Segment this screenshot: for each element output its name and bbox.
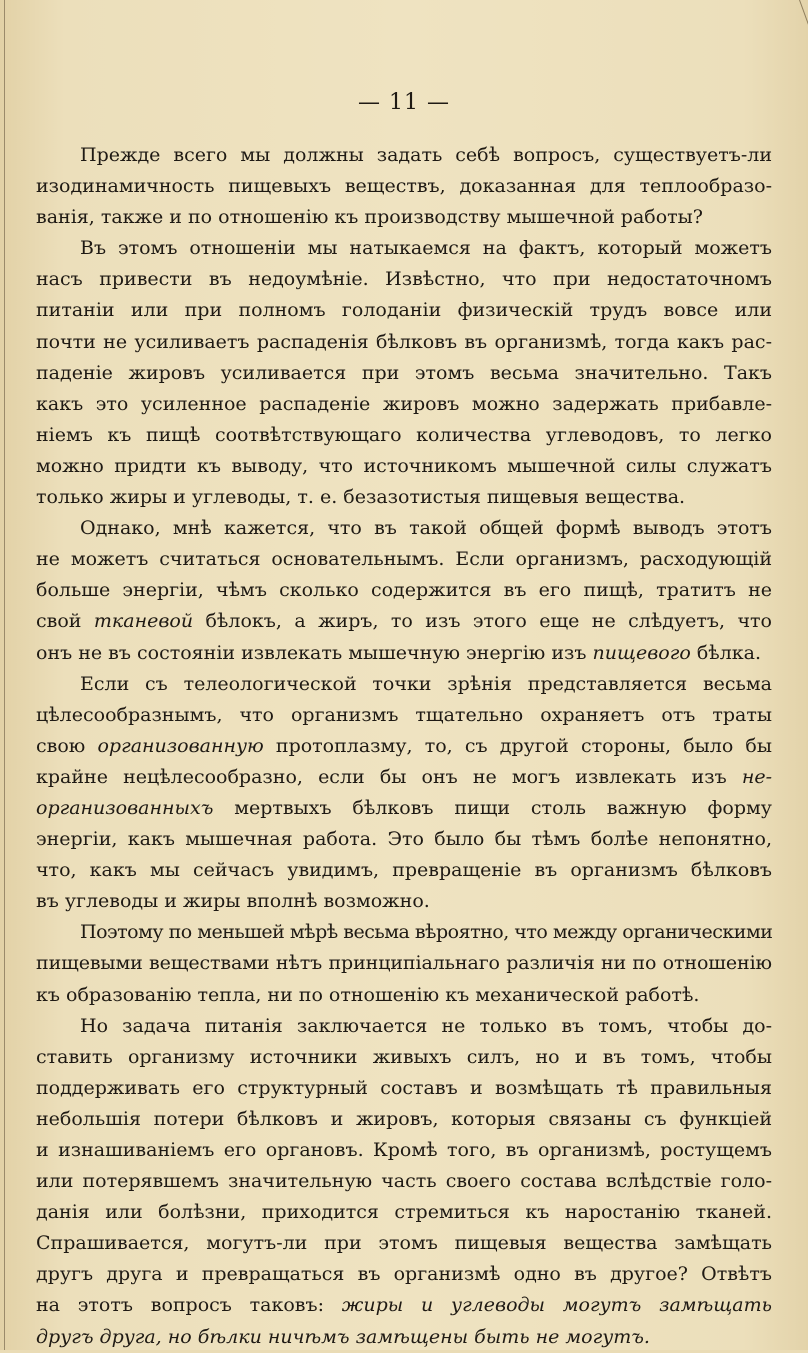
text-line xyxy=(36,948,772,979)
text-line xyxy=(36,1322,772,1353)
text-run: не можетъ считаться основательнымъ. Если организмъ, расходующій xyxy=(36,548,772,571)
text-line xyxy=(36,544,772,575)
text-run: какъ это усиленное распаденіе жировъ можно задержать прибавле- xyxy=(36,392,772,415)
text-line xyxy=(36,1228,772,1259)
text-run: свой xyxy=(36,610,94,633)
text-run: протоплазму, то, съ другой стороны, было бы xyxy=(263,734,772,757)
text-run: или потерявшемъ значительную часть своего состава вслѣдствіе голо- xyxy=(36,1170,772,1193)
text-run: мертвыхъ бѣлковъ пищи столь важную форму xyxy=(213,796,772,819)
text-run: больше энергіи, чѣмъ сколько содержится въ его пищѣ, тратитъ не xyxy=(36,579,772,602)
text-line-content xyxy=(36,451,772,482)
text-line-content xyxy=(80,669,772,700)
text-line-content xyxy=(36,824,772,855)
italic-run: организованную xyxy=(97,734,264,757)
text-line xyxy=(36,1042,772,1073)
text-line xyxy=(36,1135,772,1166)
italic-run: организованныхъ xyxy=(36,796,214,819)
text-run: насъ привести въ недоумѣніе. Извѣстно, что при недостаточномъ xyxy=(36,268,772,291)
text-run: только жиры и углеводы, т. е. безазотистыя пищевыя вещества. xyxy=(36,486,686,509)
text-line-content xyxy=(36,264,772,295)
text-run: бѣлокъ, а жиръ, то изъ этого еще не слѣдуетъ, что xyxy=(193,610,772,633)
text-line-content xyxy=(36,327,772,358)
italic-run: жиры и углеводы могутъ замѣщать xyxy=(341,1294,772,1317)
italic-run: другъ друга, но бѣлки ничѣмъ замѣщены быть не могутъ. xyxy=(36,1325,650,1348)
text-line xyxy=(36,358,772,389)
text-line-content xyxy=(36,948,772,979)
text-run: почти не усиливаетъ распаденія бѣлковъ въ организмѣ, тогда какъ рас- xyxy=(36,330,772,353)
text-run: и изнашиваніемъ его органовъ. Кромѣ того, въ организмѣ, ростущемъ xyxy=(36,1139,772,1161)
text-line-content xyxy=(36,1135,772,1166)
text-run: другъ друга и превращаться въ организмѣ одно въ другое? Отвѣтъ xyxy=(36,1263,772,1286)
text-line xyxy=(36,731,772,762)
text-line xyxy=(36,327,772,358)
italic-run: не- xyxy=(741,765,772,788)
text-line-content xyxy=(36,389,772,420)
text-line-content xyxy=(36,886,772,917)
text-line-content xyxy=(36,1197,772,1228)
text-line-content xyxy=(36,793,772,824)
text-line xyxy=(36,917,772,948)
text-line xyxy=(36,824,772,855)
text-run: данія или болѣзни, приходится стремиться къ наростанію тканей. xyxy=(36,1201,772,1224)
text-run: цѣлесообразнымъ, что организмъ тщательно охраняетъ отъ траты xyxy=(36,703,772,726)
text-line-content xyxy=(80,140,772,171)
text-line xyxy=(36,606,772,637)
text-line xyxy=(36,855,772,886)
text-line xyxy=(36,140,772,171)
text-line-content xyxy=(36,575,772,606)
text-line-content xyxy=(36,1073,772,1104)
text-line xyxy=(36,1166,772,1197)
text-run: паденіе жировъ усиливается при этомъ весьма значительно. Такъ xyxy=(36,361,772,384)
text-run: что, какъ мы сейчасъ увидимъ, превращеніе въ организмъ бѣлковъ xyxy=(36,859,772,882)
text-run: свою xyxy=(36,734,98,757)
text-line-content xyxy=(80,1011,772,1042)
text-run: питаніи или при полномъ голоданіи физическій трудъ вовсе или xyxy=(36,299,772,322)
text-run: Поэтому по меньшей мѣрѣ весьма вѣроятно, что между органическими xyxy=(80,921,772,944)
text-run: въ углеводы и жиры вполнѣ возможно. xyxy=(36,890,430,913)
text-run: ванія, также и по отношенію къ производству мышечной работы? xyxy=(36,206,703,229)
text-line xyxy=(36,700,772,731)
text-line xyxy=(36,575,772,606)
text-line xyxy=(36,264,772,295)
text-line xyxy=(36,451,772,482)
text-line-content xyxy=(36,731,772,762)
text-line xyxy=(36,638,772,669)
body-text xyxy=(36,140,772,1353)
text-line-content xyxy=(36,358,772,389)
text-line-content xyxy=(36,980,772,1011)
text-run: Однако, мнѣ кажется, что въ такой общей формѣ выводъ этотъ xyxy=(80,517,772,540)
text-run: энергіи, какъ мышечная работа. Это было бы тѣмъ болѣе непонятно, xyxy=(36,828,772,851)
text-run: изодинамичность пищевыхъ веществъ, доказанная для теплообразо- xyxy=(36,175,772,198)
text-line xyxy=(36,1197,772,1228)
page-left-edge xyxy=(4,0,5,1350)
text-run: крайне нецѣлесообразно, если бы онъ не могъ извлекать изъ xyxy=(36,765,742,788)
text-run: поддерживать его структурный составъ и возмѣщать тѣ правильныя xyxy=(36,1076,772,1099)
text-line-content xyxy=(36,1166,772,1197)
text-line-content xyxy=(36,855,772,886)
text-line-content xyxy=(36,295,772,326)
text-run: на этотъ вопросъ таковъ: xyxy=(36,1294,342,1317)
text-run: Спрашивается, могутъ-ли при этомъ пищевыя вещества замѣщать xyxy=(36,1232,772,1255)
text-line xyxy=(36,980,772,1011)
text-line-content xyxy=(36,1290,772,1321)
text-line-content xyxy=(80,233,772,264)
text-line-content xyxy=(36,1322,772,1353)
text-line-content xyxy=(36,1042,772,1073)
text-run: Если съ телеологической точки зрѣнія представляется весьма xyxy=(80,672,772,695)
text-run: небольшія потери бѣлковъ и жировъ, которыя связаны съ функціей xyxy=(36,1107,772,1130)
text-line-content xyxy=(80,917,772,948)
text-line-content xyxy=(36,700,772,731)
text-run: Прежде всего мы должны задать себѣ вопросъ, существуетъ-ли xyxy=(80,144,772,166)
text-line xyxy=(36,513,772,544)
text-line xyxy=(36,793,772,824)
text-run: онъ не въ состояніи извлекать мышечную энергію изъ xyxy=(36,641,593,664)
text-line-content xyxy=(36,762,772,793)
text-line xyxy=(36,1104,772,1135)
text-run: ставить организму источники живыхъ силъ, но и въ томъ, чтобы xyxy=(36,1045,772,1068)
text-line-content xyxy=(36,171,772,202)
text-line xyxy=(36,420,772,451)
text-line xyxy=(36,886,772,917)
italic-run: пищевого xyxy=(592,641,691,664)
text-run: Въ этомъ отношеніи мы натыкаемся на фактъ, который можетъ xyxy=(80,237,772,260)
text-line xyxy=(36,389,772,420)
text-line-content xyxy=(36,544,772,575)
text-run: ніемъ къ пищѣ соотвѣтствующаго количества углеводовъ, то легко xyxy=(36,423,772,446)
text-line xyxy=(36,1011,772,1042)
text-run: можно придти къ выводу, что источникомъ мышечной силы служатъ xyxy=(36,454,772,477)
page-number: — 11 — xyxy=(358,90,450,115)
text-line xyxy=(36,295,772,326)
page-corner-mark xyxy=(799,0,808,57)
text-line xyxy=(36,762,772,793)
text-run: къ образованію тепла, ни по отношенію къ механической работѣ. xyxy=(36,983,700,1006)
text-line-content xyxy=(36,638,772,669)
text-line-content xyxy=(36,202,772,233)
text-line-content xyxy=(36,1259,772,1290)
text-run: пищевыми веществами нѣтъ принципіальнаго различія ни по отношенію xyxy=(36,952,772,975)
text-line-content xyxy=(36,1104,772,1135)
text-run: Но задача питанія заключается не только въ томъ, чтобы до- xyxy=(80,1014,772,1037)
italic-run: тканевой xyxy=(93,610,194,633)
text-line xyxy=(36,1073,772,1104)
text-run: бѣлка. xyxy=(690,641,762,664)
text-line-content xyxy=(80,513,772,544)
text-line xyxy=(36,202,772,233)
text-line xyxy=(36,482,772,513)
text-line xyxy=(36,669,772,700)
text-line xyxy=(36,171,772,202)
text-line-content xyxy=(36,482,772,513)
text-line-content xyxy=(36,1228,772,1259)
text-line xyxy=(36,1290,772,1321)
text-line-content xyxy=(36,606,772,637)
text-line-content xyxy=(36,420,772,451)
text-line xyxy=(36,233,772,264)
text-line xyxy=(36,1259,772,1290)
